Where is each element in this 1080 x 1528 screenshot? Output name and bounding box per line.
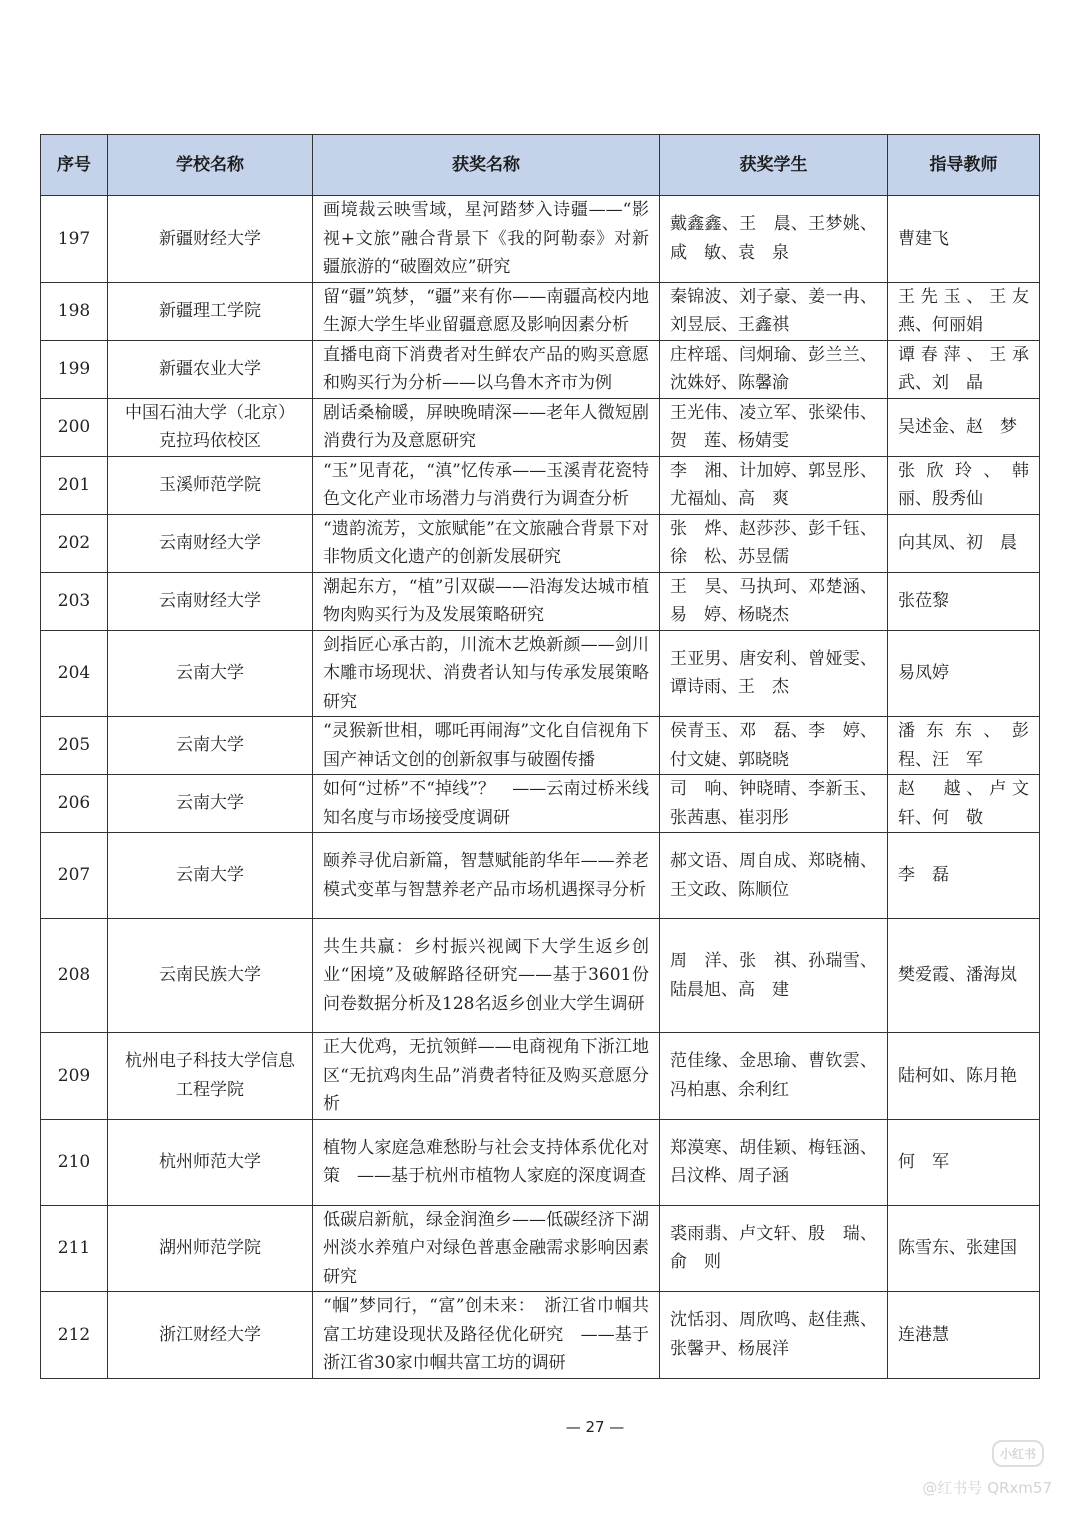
cell-serial-number: 206 xyxy=(41,775,108,833)
cell-serial-number: 198 xyxy=(41,282,108,340)
cell-award-name: 植物人家庭急难愁盼与社会支持体系优化对策 ——基于杭州市植物人家庭的深度调查 xyxy=(313,1119,660,1205)
table-row xyxy=(41,919,1040,1033)
cell-students: 裘雨翡、卢文轩、殷 瑞、俞 则 xyxy=(660,1205,888,1292)
header-serial-number: 序号 xyxy=(41,135,108,196)
cell-serial-number: 207 xyxy=(41,833,108,919)
cell-students: 李 湘、计加婷、郭昱彤、尤福灿、高 爽 xyxy=(660,456,888,514)
cell-school-name: 云南大学 xyxy=(108,775,313,833)
cell-school-name: 玉溪师范学院 xyxy=(108,456,313,514)
cell-teachers: 潘东东、彭 程、汪 军 xyxy=(888,717,1040,775)
cell-award-name: “玉”见青花，“滇”忆传承——玉溪青花瓷特色文化产业市场潜力与消费行为调查分析 xyxy=(313,456,660,514)
cell-serial-number: 212 xyxy=(41,1292,108,1379)
table-row xyxy=(41,514,1040,572)
cell-serial-number: 211 xyxy=(41,1205,108,1292)
cell-teachers: 陆柯如、陈月艳 xyxy=(888,1033,1040,1120)
table-row xyxy=(41,196,1040,283)
cell-students: 司 响、钟晓晴、李新玉、张茜惠、崔羽彤 xyxy=(660,775,888,833)
cell-teachers: 赵 越、卢文轩、何 敬 xyxy=(888,775,1040,833)
cell-serial-number: 209 xyxy=(41,1033,108,1120)
header-students: 获奖学生 xyxy=(660,135,888,196)
table-row xyxy=(41,775,1040,833)
table-row xyxy=(41,1119,1040,1205)
cell-teachers: 李 磊 xyxy=(888,833,1040,919)
cell-teachers: 连港慧 xyxy=(888,1292,1040,1379)
cell-teachers: 何 军 xyxy=(888,1119,1040,1205)
cell-serial-number: 203 xyxy=(41,572,108,630)
cell-school-name: 云南大学 xyxy=(108,717,313,775)
awards-table xyxy=(40,134,1046,1379)
table-row xyxy=(41,282,1040,340)
cell-students: 王 昊、马执珂、邓楚涵、易 婷、杨晓杰 xyxy=(660,572,888,630)
watermark xyxy=(922,1440,1052,1498)
cell-school-name: 湖州师范学院 xyxy=(108,1205,313,1292)
cell-students: 秦锦波、刘子豪、姜一冉、刘昱辰、王鑫祺 xyxy=(660,282,888,340)
cell-school-name: 云南财经大学 xyxy=(108,572,313,630)
cell-teachers: 向其凤、初 晨 xyxy=(888,514,1040,572)
table-row xyxy=(41,630,1040,717)
cell-teachers: 曹建飞 xyxy=(888,196,1040,283)
cell-students: 张 烨、赵莎莎、彭千钰、徐 松、苏昱儒 xyxy=(660,514,888,572)
cell-award-name: 低碳启新航，绿金润渔乡——低碳经济下湖州淡水养殖户对绿色普惠金融需求影响因素研究 xyxy=(313,1205,660,1292)
header-award-name: 获奖名称 xyxy=(313,135,660,196)
cell-award-name: 共生共赢：乡村振兴视阈下大学生返乡创业“困境”及破解路径研究——基于3601份问卷数据分析及128名返乡创业大学生调研 xyxy=(313,919,660,1033)
cell-teachers: 陈雪东、张建国 xyxy=(888,1205,1040,1292)
cell-students: 庄梓瑶、闫炯瑜、彭兰兰、沈姝妤、陈馨渝 xyxy=(660,340,888,398)
cell-award-name: 剧话桑榆暖，屏映晚晴深——老年人微短剧消费行为及意愿研究 xyxy=(313,398,660,456)
cell-serial-number: 204 xyxy=(41,630,108,717)
cell-serial-number: 208 xyxy=(41,919,108,1033)
cell-students: 王光伟、凌立军、张梁伟、贺 莲、杨婧雯 xyxy=(660,398,888,456)
header-teachers: 指导教师 xyxy=(888,135,1040,196)
cell-school-name: 云南民族大学 xyxy=(108,919,313,1033)
cell-teachers: 樊爱霞、潘海岚 xyxy=(888,919,1040,1033)
cell-school-name: 新疆理工学院 xyxy=(108,282,313,340)
watermark-handle: @红书号 QRxm57 xyxy=(922,1479,1052,1497)
page-number: — 27 — xyxy=(565,1418,625,1436)
cell-serial-number: 199 xyxy=(41,340,108,398)
cell-award-name: 颐养寻优启新篇，智慧赋能韵华年——养老模式变革与智慧养老产品市场机遇探寻分析 xyxy=(313,833,660,919)
cell-award-name: “遗韵流芳，文旅赋能”在文旅融合背景下对非物质文化遗产的创新发展研究 xyxy=(313,514,660,572)
cell-award-name: 正大优鸡，无抗领鲜——电商视角下浙江地区“无抗鸡肉生品”消费者特征及购买意愿分析 xyxy=(313,1033,660,1120)
cell-award-name: “灵猴新世相，哪吒再闹海”文化自信视角下国产神话文创的创新叙事与破圈传播 xyxy=(313,717,660,775)
table-header-row xyxy=(41,135,1040,196)
table-row xyxy=(41,1292,1040,1379)
cell-students: 郝文语、周自成、郑晓楠、王文政、陈顺位 xyxy=(660,833,888,919)
watermark-logo: 小红书 xyxy=(992,1440,1044,1467)
cell-serial-number: 210 xyxy=(41,1119,108,1205)
table-row xyxy=(41,833,1040,919)
cell-students: 郑漠寒、胡佳颖、梅钰涵、吕汶桦、周子涵 xyxy=(660,1119,888,1205)
cell-school-name: 杭州师范大学 xyxy=(108,1119,313,1205)
cell-award-name: 直播电商下消费者对生鲜农产品的购买意愿和购买行为分析——以乌鲁木齐市为例 xyxy=(313,340,660,398)
cell-students: 沈恬羽、周欣鸣、赵佳燕、张馨尹、杨展洋 xyxy=(660,1292,888,1379)
cell-award-name: 剑指匠心承古韵，川流木艺焕新颜——剑川木雕市场现状、消费者认知与传承发展策略研究 xyxy=(313,630,660,717)
table-row xyxy=(41,456,1040,514)
cell-teachers: 易凤婷 xyxy=(888,630,1040,717)
cell-award-name: 留“疆”筑梦，“疆”来有你——南疆高校内地生源大学生毕业留疆意愿及影响因素分析 xyxy=(313,282,660,340)
cell-serial-number: 205 xyxy=(41,717,108,775)
cell-award-name: 如何“过桥”不“掉线”？ ——云南过桥米线知名度与市场接受度调研 xyxy=(313,775,660,833)
table-row xyxy=(41,1033,1040,1120)
cell-teachers: 张欣玲、韩 丽、殷秀仙 xyxy=(888,456,1040,514)
cell-school-name: 云南财经大学 xyxy=(108,514,313,572)
cell-school-name: 新疆财经大学 xyxy=(108,196,313,283)
cell-school-name: 杭州电子科技大学信息工程学院 xyxy=(108,1033,313,1120)
cell-award-name: 画境裁云映雪域，星河踏梦入诗疆——“影视+文旅”融合背景下《我的阿勒泰》对新疆旅游的“破圈效应”研究 xyxy=(313,196,660,283)
cell-school-name: 新疆农业大学 xyxy=(108,340,313,398)
table-row xyxy=(41,717,1040,775)
cell-teachers: 谭春萍、王承武、刘 晶 xyxy=(888,340,1040,398)
cell-students: 王亚男、唐安利、曾娅雯、谭诗雨、王 杰 xyxy=(660,630,888,717)
cell-school-name: 中国石油大学（北京）克拉玛依校区 xyxy=(108,398,313,456)
cell-teachers: 张莅黎 xyxy=(888,572,1040,630)
cell-school-name: 浙江财经大学 xyxy=(108,1292,313,1379)
cell-students: 周 洋、张 祺、孙瑞雪、陆晨旭、高 建 xyxy=(660,919,888,1033)
cell-students: 侯青玉、邓 磊、李 婷、付文婕、郭晓晓 xyxy=(660,717,888,775)
cell-award-name: “帼”梦同行，“富”创未来： 浙江省巾帼共富工坊建设现状及路径优化研究 ——基于浙江省30家巾帼共富工坊的调研 xyxy=(313,1292,660,1379)
cell-teachers: 王先玉、王友燕、何丽娟 xyxy=(888,282,1040,340)
cell-teachers: 吴述金、赵 梦 xyxy=(888,398,1040,456)
cell-serial-number: 202 xyxy=(41,514,108,572)
table-row xyxy=(41,572,1040,630)
table-row xyxy=(41,398,1040,456)
cell-school-name: 云南大学 xyxy=(108,833,313,919)
cell-serial-number: 200 xyxy=(41,398,108,456)
cell-students: 戴鑫鑫、王 晨、王梦姚、咸 敏、袁 泉 xyxy=(660,196,888,283)
cell-students: 范佳缘、金思瑜、曹钦雲、冯柏惠、余利红 xyxy=(660,1033,888,1120)
table-row xyxy=(41,340,1040,398)
cell-serial-number: 201 xyxy=(41,456,108,514)
cell-award-name: 潮起东方，“植”引双碳——沿海发达城市植物肉购买行为及发展策略研究 xyxy=(313,572,660,630)
cell-serial-number: 197 xyxy=(41,196,108,283)
header-school-name: 学校名称 xyxy=(108,135,313,196)
cell-school-name: 云南大学 xyxy=(108,630,313,717)
table-row xyxy=(41,1205,1040,1292)
